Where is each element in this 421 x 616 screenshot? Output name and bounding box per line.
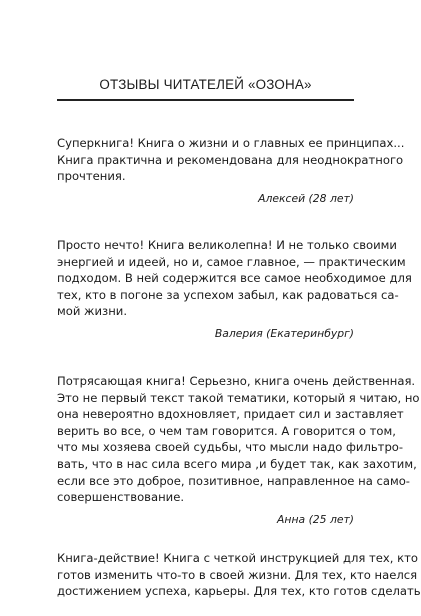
review-text-line: Это не первый текст такой тематики, который я читаю, но	[57, 390, 420, 405]
review-text-line: Книга практична и рекомендована для неоднократного	[57, 152, 404, 167]
page-title: ОТЗЫВЫ ЧИТАТЕЛЕЙ «ОЗОНА»	[99, 77, 312, 92]
review-author: Анна (25 лет)	[277, 512, 354, 526]
review-block	[57, 135, 405, 207]
review-text-line: вать, что в нас сила всего мира ,и будет так, как захотим,	[57, 456, 417, 471]
title-divider	[57, 99, 354, 101]
review-text-line: подходом. В ней содержится все самое необходимое для	[57, 271, 412, 286]
review-block	[57, 237, 412, 342]
review-block	[57, 373, 420, 528]
review-text-line: готов изменить что-то в своей жизни. Для тех, кто наелся	[57, 567, 418, 582]
review-text-line: совершенствование.	[57, 490, 185, 505]
review-text-line: если все это доброе, позитивное, направленное на само-	[57, 473, 410, 488]
review-text-line: мой жизни.	[57, 304, 128, 319]
review-text-line: достижением успеха, карьеры. Для тех, кто готов сделать	[57, 584, 421, 599]
review-author: Валерия (Екатеринбург)	[214, 326, 354, 340]
review-text-line: Просто нечто! Книга великолепна! И не только своими	[57, 238, 397, 252]
review-text-line: прочтения.	[57, 169, 126, 184]
review-text-line: Потрясающая книга! Серьезно, книга очень действенная.	[57, 374, 416, 388]
review-text-line: Книга-действие! Книга с четкой инструкцией для тех, кто	[57, 551, 419, 565]
review-text-line: Суперкнига! Книга о жизни и о главных ее принципах...	[57, 136, 405, 150]
review-text-line: что мы хозяева своей судьбы, что мысли надо фильтро-	[57, 440, 404, 455]
review-author: Алексей (28 лет)	[258, 191, 354, 205]
review-text-line: верить во все, о чем там говорится. А говорится о том,	[57, 423, 396, 438]
review-block	[57, 550, 421, 600]
review-text-line: она невероятно вдохновляет, придает сил и заставляет	[57, 407, 404, 422]
review-text-line: энергией и идеей, но и, самое главное, — практическим	[57, 254, 406, 269]
review-text-line: тех, кто в погоне за успехом забыл, как радоваться са-	[57, 287, 399, 302]
